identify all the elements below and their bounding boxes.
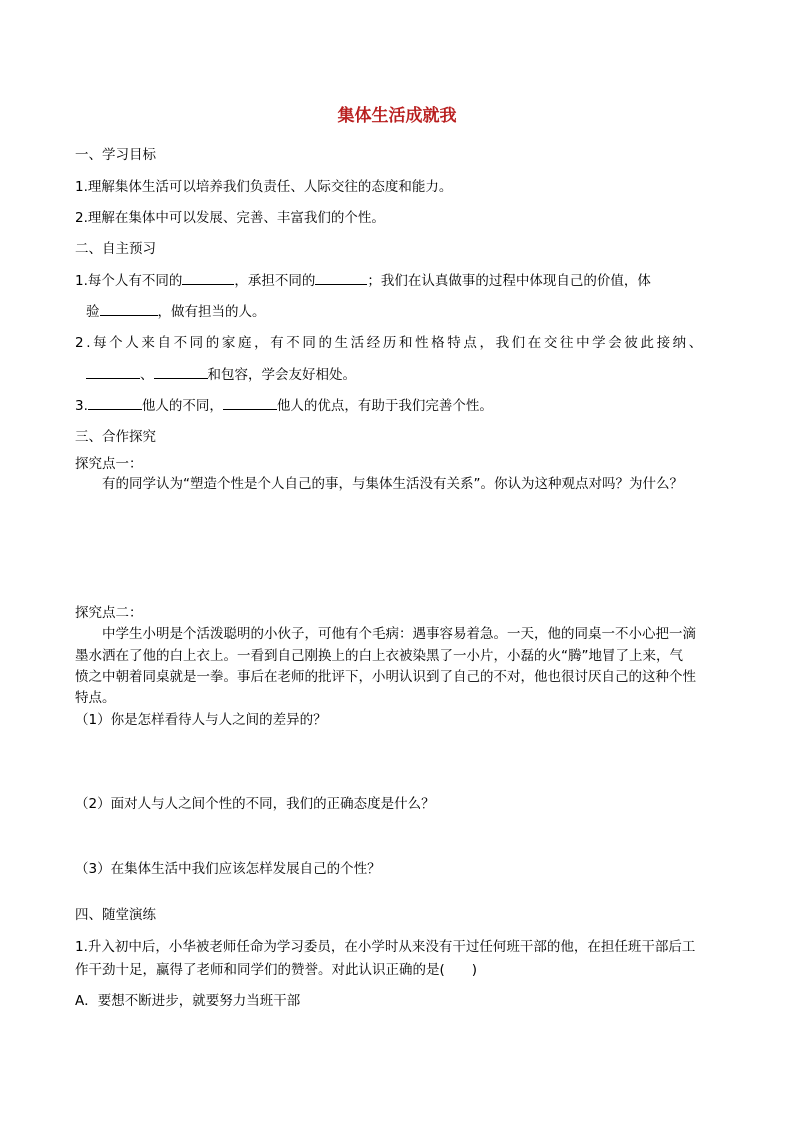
section-heading-explore: 三、合作探究 (75, 429, 156, 445)
explore-point-2-label: 探究点二： (75, 605, 143, 621)
preview-question-2: 2.每个人来自不同的家庭，有不同的生活经历和性格特点，我们在交往中学会彼此接纳、 (75, 335, 705, 351)
question-text: 他人的不同， (141, 398, 223, 414)
answer-blank[interactable] (154, 364, 208, 379)
question-text: ，承担不同的 (234, 273, 316, 289)
objective-item: 2.理解在集体中可以发展、完善、丰富我们的个性。 (75, 210, 385, 226)
explore-point-1-text: 有的同学认为“塑造个性是个人自己的事，与集体生活没有关系”。你认为这种观点对吗？为什么？ (102, 476, 683, 492)
practice-option-a[interactable]: A．要想不断进步，就要努力当班干部 (75, 993, 301, 1009)
question-text: 验 (86, 304, 100, 320)
question-text: 3. (75, 398, 88, 414)
preview-question-2-cont (86, 364, 356, 385)
objective-item: 1.理解集体生活可以培养我们负责任、人际交往的态度和能力。 (75, 179, 453, 195)
answer-blank[interactable] (182, 270, 234, 285)
question-text: 他人的优点，有助于我们完善个性。 (276, 398, 493, 414)
explore-question: （3）在集体生活中我们应该怎样发展自己的个性？ (75, 861, 381, 877)
explore-story-line: 特点。 (75, 690, 116, 706)
practice-question-line: 作干劲十足，赢得了老师和同学们的赞誉。对此认识正确的是( ) (75, 962, 478, 978)
explore-question: （1）你是怎样看待人与人之间的差异的？ (75, 712, 327, 728)
preview-question-3 (75, 395, 493, 416)
section-heading-preview: 二、自主预习 (75, 241, 156, 257)
explore-story-line: 愤之中朝着同桌就是一拳。事后在老师的批评下，小明认识到了自己的不对，他也很讨厌自己的这种个性 (75, 669, 696, 685)
explore-question: （2）面对人与人之间个性的不同，我们的正确态度是什么？ (75, 796, 435, 812)
answer-blank[interactable] (88, 395, 142, 410)
preview-question-1-cont (86, 301, 266, 322)
answer-blank[interactable] (100, 301, 158, 316)
explore-story-line: 墨水洒在了他的白上衣上。一看到自己刚换上的白上衣被染黑了一小片，小磊的火“腾”地冒了上来，气 (75, 648, 683, 664)
question-text: ，做有担当的人。 (157, 304, 266, 320)
explore-point-1-label: 探究点一： (75, 456, 143, 472)
answer-blank[interactable] (315, 270, 367, 285)
explore-story-line: 中学生小明是个活泼聪明的小伙子，可他有个毛病：遇事容易着急。一天，他的同桌一不小心把一滴 (102, 626, 696, 642)
section-heading-practice: 四、随堂演练 (75, 907, 156, 923)
question-text: 和包容，学会友好相处。 (207, 367, 356, 383)
practice-question-line: 1.升入初中后，小华被老师任命为学习委员，在小学时从来没有干过任何班干部的他，在担任班干部后工 (75, 939, 696, 955)
answer-blank[interactable] (223, 395, 277, 410)
section-heading-objectives: 一、学习目标 (75, 147, 156, 163)
question-text: 1.每个人有不同的 (75, 273, 183, 289)
question-text: 、 (140, 367, 154, 383)
question-text: ；我们在认真做事的过程中体现自己的价值，体 (367, 273, 651, 289)
page-title: 集体生活成就我 (337, 106, 457, 126)
preview-question-1 (75, 270, 651, 291)
answer-blank[interactable] (86, 364, 140, 379)
